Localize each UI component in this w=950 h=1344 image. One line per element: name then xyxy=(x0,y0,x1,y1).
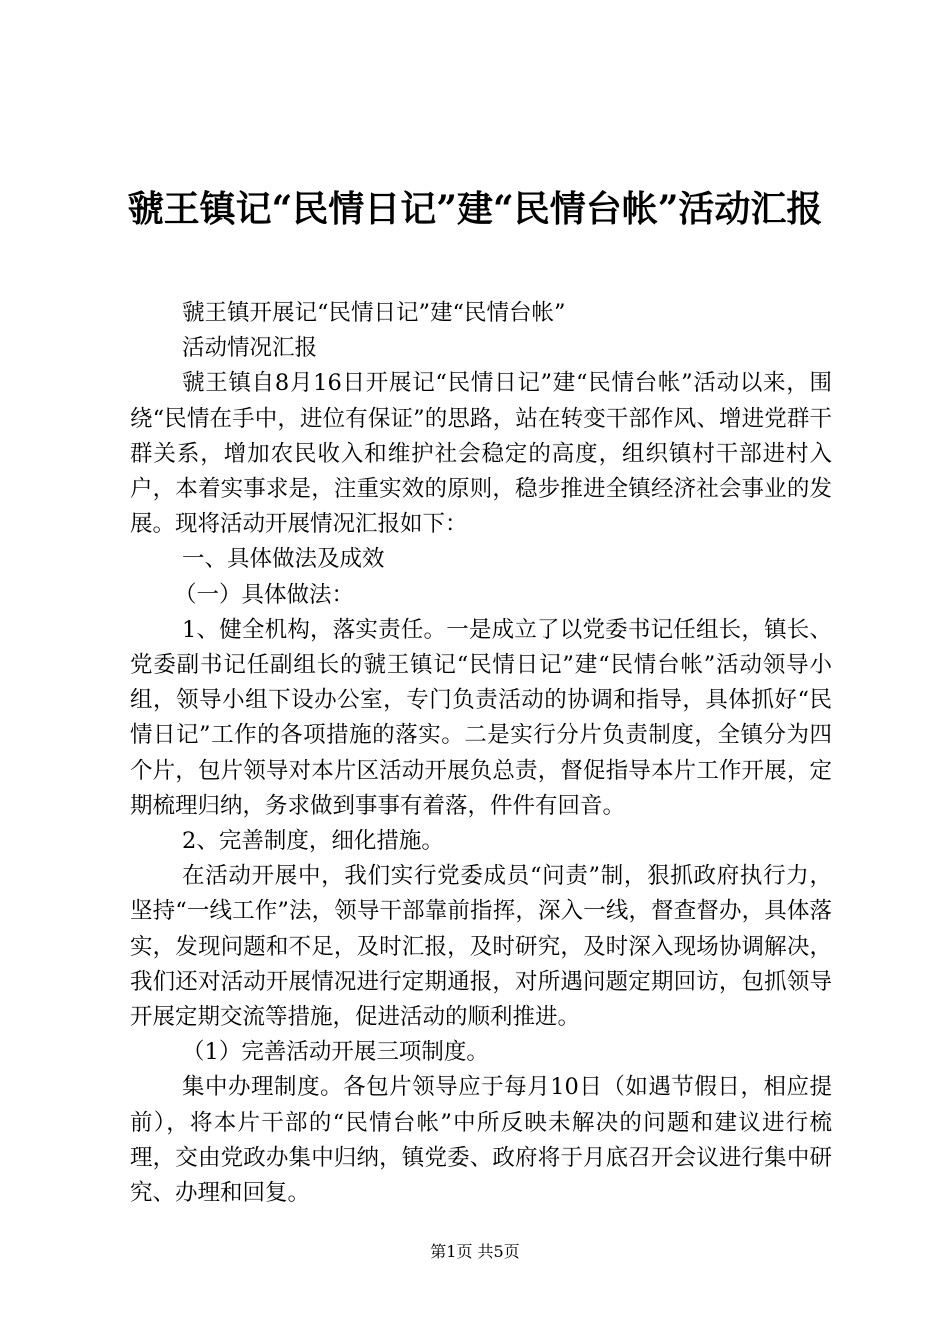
document-body xyxy=(130,296,832,1211)
intro-paragraph: 虢王镇自8月16日开展记“民情日记”建“民情台帐”活动以来，围绕“民情在手中，进位有保证”的思路，站在转变干部作风、增进党群干群关系，增加农民收入和维护社会稳定的高度，组织镇村干部进村入户，本着实事求是，注重实效的原则，稳步推进全镇经济社会事业的发展。现将活动开展情况汇报如下： xyxy=(130,370,832,538)
section-heading-1: 一、具体做法及成效 xyxy=(182,546,385,573)
document-title: 虢王镇记“民情日记”建“民情台帐”活动汇报 xyxy=(127,188,823,230)
subtitle-line-2: 活动情况汇报 xyxy=(182,335,318,362)
paragraph-centralized-handling: 集中办理制度。各包片领导应于每月10日（如遇节假日，相应提前），将本片干部的“民情台帐”中所反映未解决的问题和建议进行梳理，交由党政办集中归纳，镇党委、政府将于月底召开会议进行集中研究、办理和回复。 xyxy=(130,1074,832,1207)
item-heading-system: （1）完善活动开展三项制度。 xyxy=(182,1039,489,1066)
subtitle-line-1: 虢王镇开展记“民情日记”建“民情台帐” xyxy=(182,300,566,326)
paragraph-organization: 1、健全机构，落实责任。一是成立了以党委书记任组长，镇长、党委副书记任副组长的虢王镇记“民情日记”建“民情台帐”活动领导小组，领导小组下设办公室，专门负责活动的协调和指导，具体抓好“民情日记”工作的各项措施的落实。二是实行分片负责制度，全镇分为四个片，包片领导对本片区活动开展负总责，督促指导本片工作开展，定期梳理归纳，务求做到事事有着落，件件有回音。 xyxy=(130,616,832,819)
paragraph-measures: 在活动开展中，我们实行党委成员“问责”制，狠抓政府执行力，坚持“一线工作”法，领导干部靠前指挥，深入一线，督查督办，具体落实，发现问题和不足，及时汇报，及时研究，及时深入现场协调解决，我们还对活动开展情况进行定期通报，对所遇问题定期回访，包抓领导开展定期交流等措施，促进活动的顺利推进。 xyxy=(130,863,832,1031)
page-footer: 第1页 共5页 xyxy=(430,1242,520,1261)
item-heading-2: 2、完善制度，细化措施。 xyxy=(182,828,444,855)
subsection-heading-1: （一）具体做法： xyxy=(174,581,355,608)
